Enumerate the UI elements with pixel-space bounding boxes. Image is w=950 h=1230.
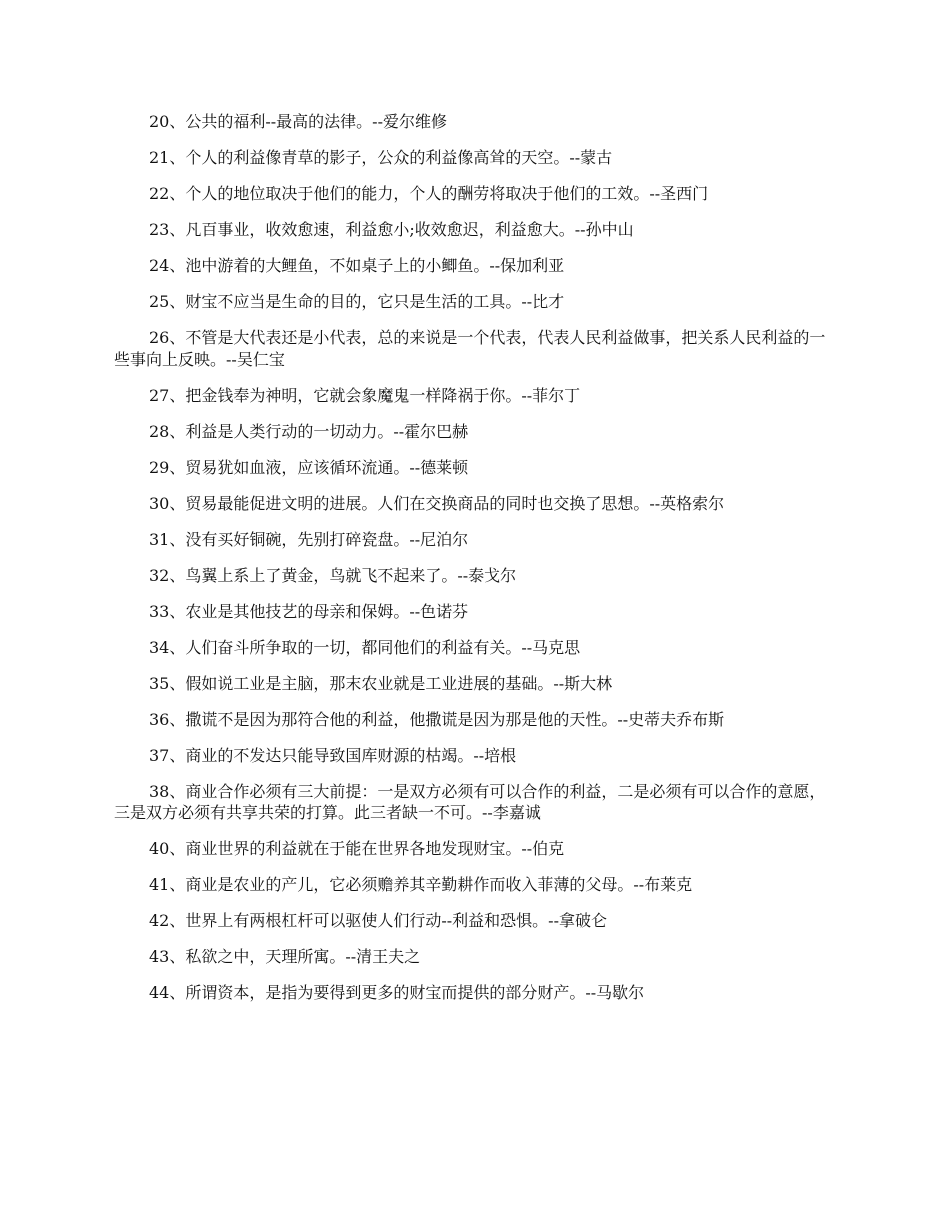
quote-22: 22、个人的地位取决于他们的能力，个人的酬劳将取决于他们的工效。--圣西门 <box>149 184 709 203</box>
quote-34: 34、人们奋斗所争取的一切，都同他们的利益有关。--马克思 <box>149 637 581 657</box>
quote-21: 21、个人的利益像青草的影子，公众的利益像高耸的天空。--蒙古 <box>149 148 613 167</box>
quote-38: 38、商业合作必须有三大前提：一是双方必须有可以合作的利益，二是必须有可以合作的意愿，三是双方必须有共享共荣的打算。此三者缺一不可。--李嘉诚 <box>114 781 826 822</box>
quote-26: 26、不管是大代表还是小代表，总的来说是一个代表，代表人民利益做事，把关系人民利益的一些事向上反映。--吴仁宝 <box>114 328 826 369</box>
quote-32: 32、鸟翼上系上了黄金，鸟就飞不起来了。--泰戈尔 <box>149 565 517 585</box>
quote-43: 43、私欲之中，天理所寓。--清王夫之 <box>149 947 421 966</box>
quote-35: 35、假如说工业是主脑，那末农业就是工业进展的基础。--斯大林 <box>149 673 613 693</box>
quote-27: 27、把金钱奉为神明，它就会象魔鬼一样降祸于你。--菲尔丁 <box>149 385 581 405</box>
quote-28: 28、利益是人类行动的一切动力。--霍尔巴赫 <box>149 421 469 441</box>
quote-23: 23、凡百事业，收效愈速，利益愈小;收效愈迟，利益愈大。--孙中山 <box>149 220 634 239</box>
quote-36: 36、撒谎不是因为那符合他的利益，他撒谎是因为那是他的天性。--史蒂夫乔布斯 <box>149 709 725 729</box>
document-body <box>114 111 826 1018</box>
quote-42: 42、世界上有两根杠杆可以驱使人们行动--利益和恐惧。--拿破仑 <box>149 911 607 930</box>
quote-24: 24、池中游着的大鲤鱼，不如桌子上的小鲫鱼。--保加利亚 <box>149 256 565 275</box>
quote-41: 41、商业是农业的产儿，它必须赡养其辛勤耕作而收入菲薄的父母。--布莱克 <box>149 875 693 894</box>
quote-40: 40、商业世界的利益就在于能在世界各地发现财宝。--伯克 <box>149 839 565 858</box>
quote-44: 44、所谓资本，是指为要得到更多的财宝而提供的部分财产。--马歇尔 <box>149 983 645 1002</box>
quote-20: 20、公共的福利--最高的法律。--爱尔维修 <box>149 112 447 131</box>
quote-25: 25、财宝不应当是生命的目的，它只是生活的工具。--比才 <box>149 292 565 311</box>
quote-37: 37、商业的不发达只能导致国库财源的枯竭。--培根 <box>149 745 517 765</box>
quote-29: 29、贸易犹如血液，应该循环流通。--德莱顿 <box>149 457 469 477</box>
quote-33: 33、农业是其他技艺的母亲和保姆。--色诺芬 <box>149 601 469 621</box>
quote-31: 31、没有买好铜碗，先别打碎瓷盘。--尼泊尔 <box>149 529 469 549</box>
quote-30: 30、贸易最能促进文明的进展。人们在交换商品的同时也交换了思想。--英格索尔 <box>149 493 725 513</box>
